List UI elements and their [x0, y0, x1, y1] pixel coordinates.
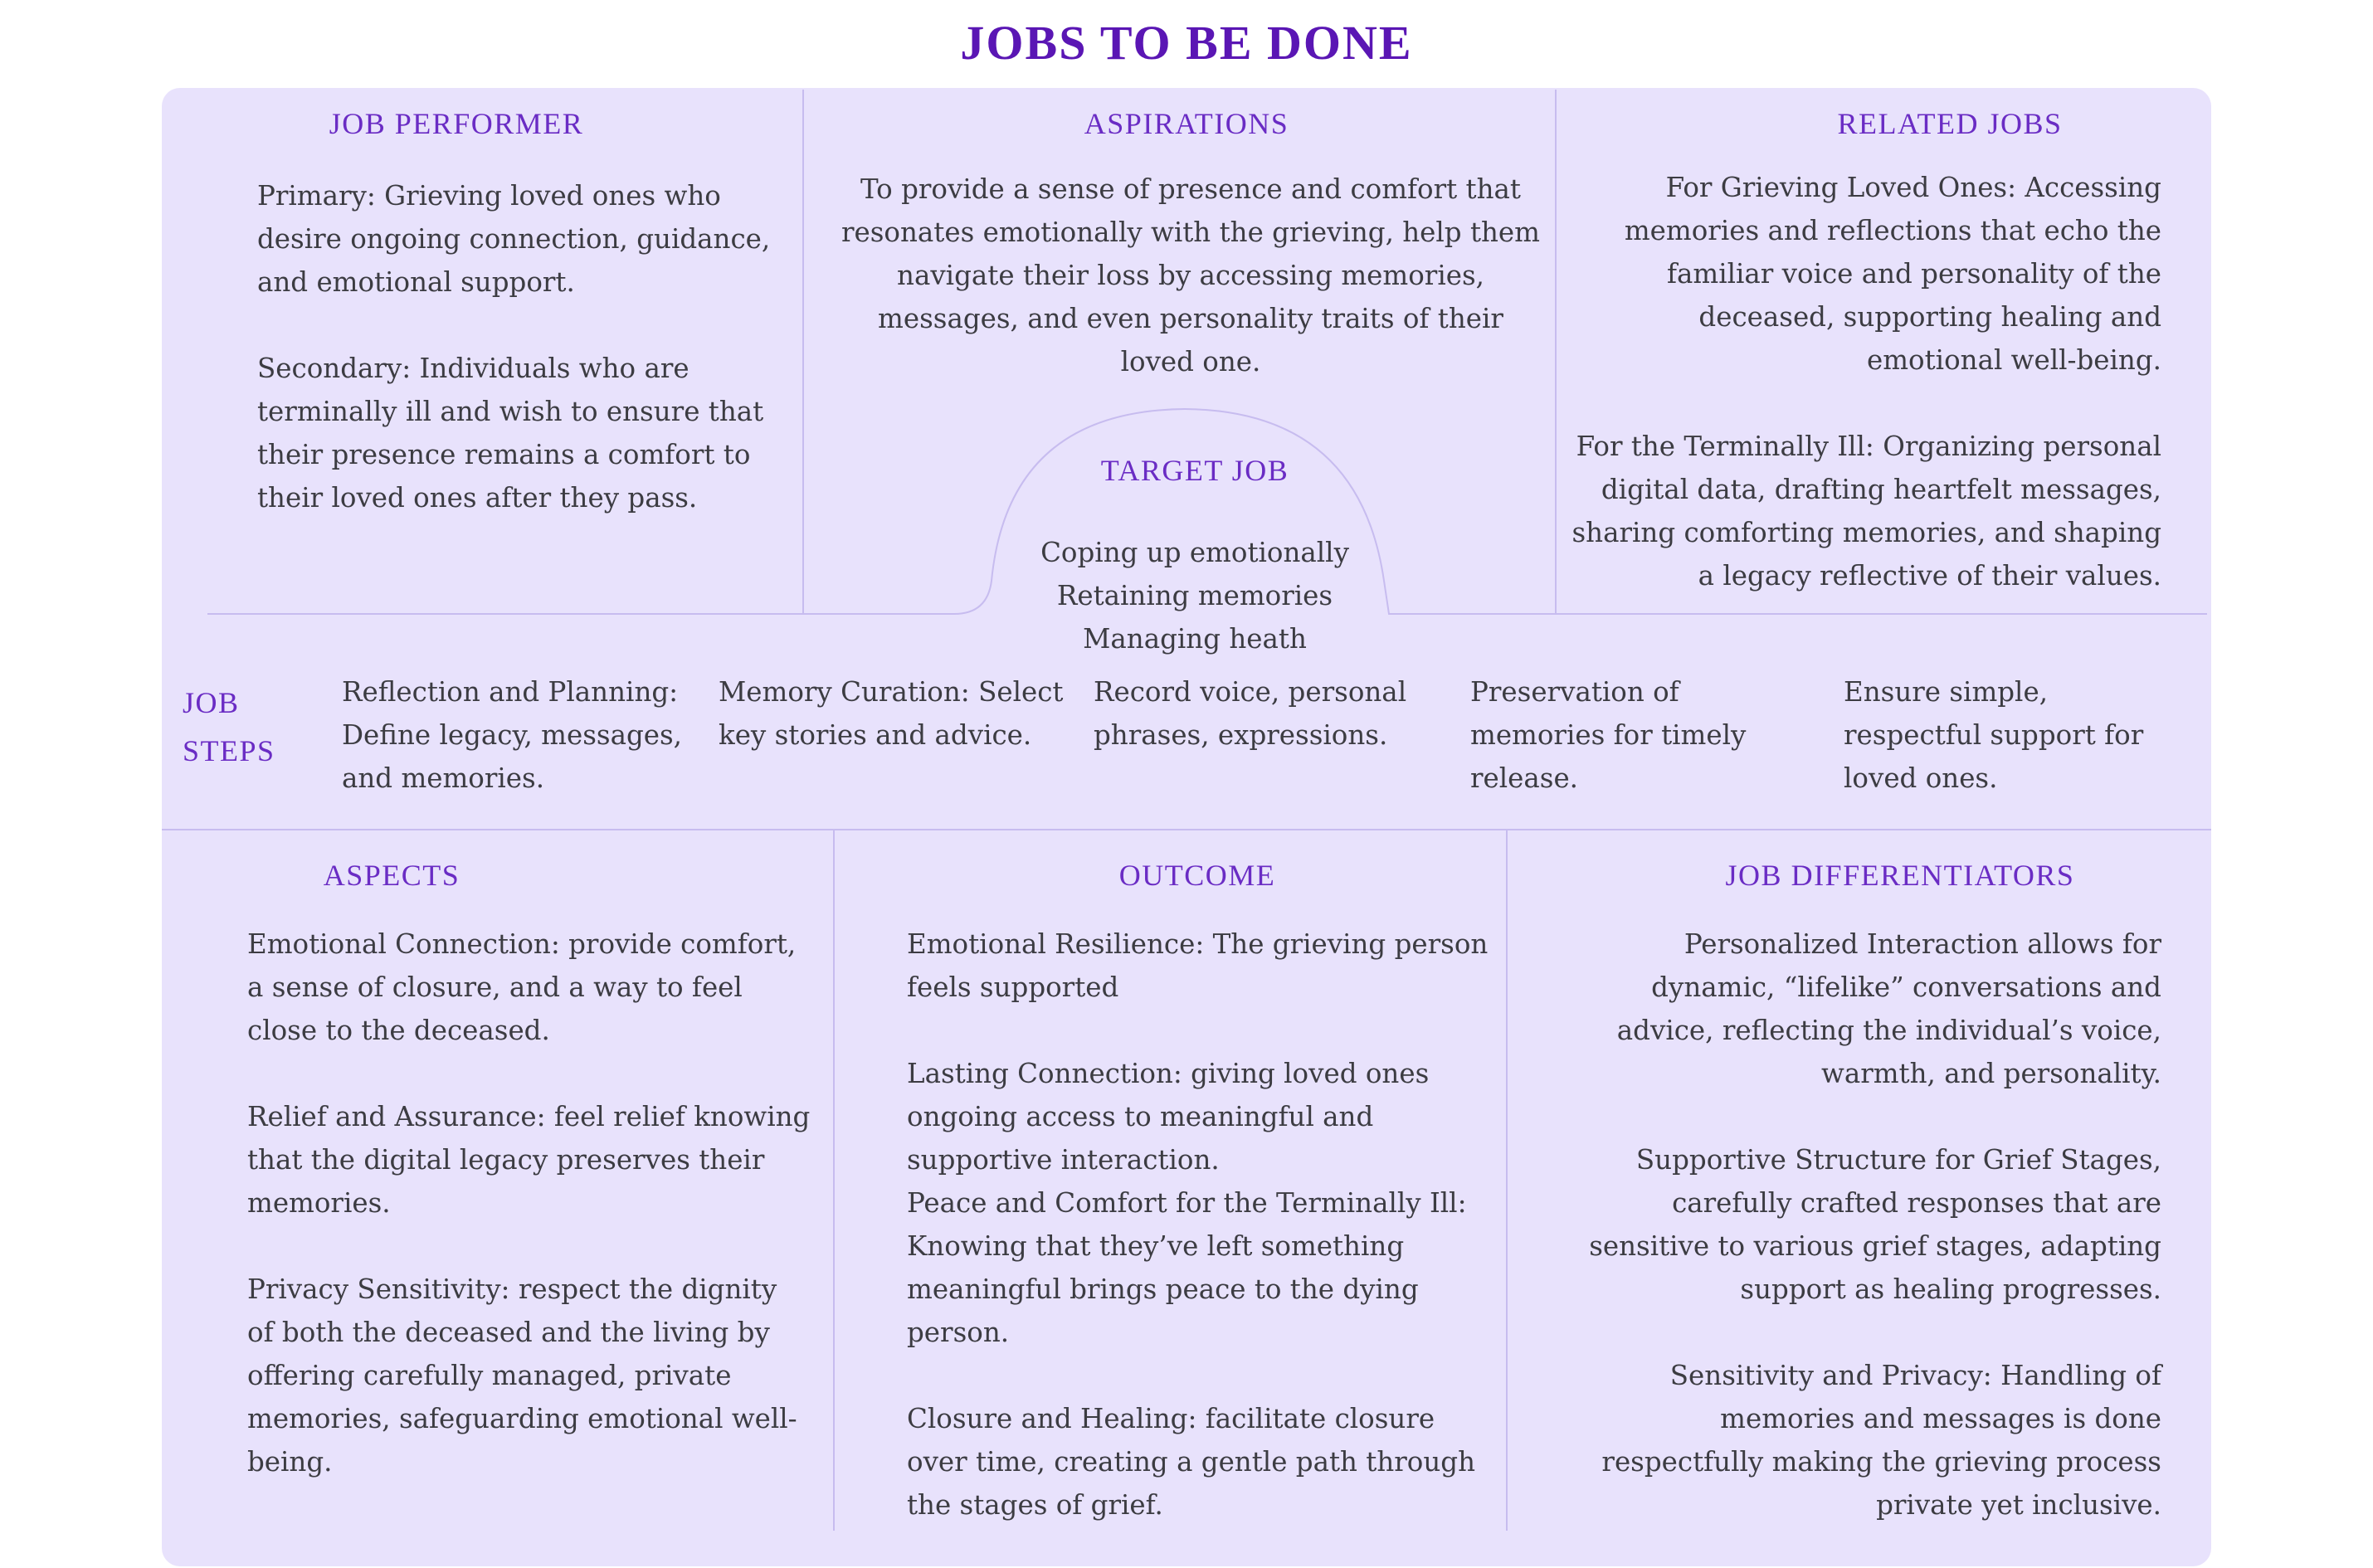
job-performer-title: JOB PERFORMER	[329, 107, 584, 140]
outcome-title: OUTCOME	[1118, 859, 1276, 892]
job-step-1: Reflection and Planning: Define legacy, messages, and memories.	[342, 676, 683, 794]
outcome-peace-comfort: Peace and Comfort for the Terminally Ill: Knowing that they’ve left something meaningful brings peace to the dying person.	[907, 1187, 1467, 1348]
aspects-emotional-connection: Emotional Connection: provide comfort, a sense of closure, and a way to feel close to the deceased.	[247, 928, 797, 1046]
job-step-4: Preservation of memories for timely release.	[1470, 676, 1747, 794]
job-steps-label: JOB STEPS	[183, 686, 275, 767]
aspirations-title: ASPIRATIONS	[1084, 107, 1289, 140]
aspects-relief-assurance: Relief and Assurance: feel relief knowing that the digital legacy preserves their memories.	[247, 1101, 811, 1219]
outcome-lasting-connection: Lasting Connection: giving loved ones ongoing access to meaningful and supportive interaction.	[907, 1058, 1430, 1176]
aspects-text	[247, 923, 811, 1483]
job-step-3: Record voice, personal phrases, expressions.	[1094, 676, 1407, 751]
target-job-item: Retaining memories	[1056, 580, 1333, 611]
target-job-item: Coping up emotionally	[1040, 537, 1349, 568]
job-performer-secondary: Secondary: Individuals who are terminally ill and wish to ensure that their presence remains a comfort to their loved ones after they pass.	[257, 353, 764, 514]
job-differentiators-title: JOB DIFFERENTIATORS	[1725, 859, 2075, 892]
differentiator-sensitivity-privacy: Sensitivity and Privacy: Handling of memories and messages is done respectfully making the grieving process private yet inclusive.	[1601, 1360, 2161, 1521]
differentiator-supportive-structure: Supportive Structure for Grief Stages, carefully crafted responses that are sensitive to various grief stages, adapting support as healing progresses.	[1589, 1144, 2161, 1305]
target-job-item: Managing heath	[1083, 623, 1307, 655]
outcome-closure-healing: Closure and Healing: facilitate closure over time, creating a gentle path through the stages of grief.	[907, 1403, 1476, 1521]
related-jobs-title: RELATED JOBS	[1837, 107, 2063, 140]
target-job-list	[962, 531, 1427, 660]
aspirations-text	[838, 168, 1543, 383]
target-job-title: TARGET JOB	[1100, 454, 1289, 487]
differentiator-personalized-interaction: Personalized Interaction allows for dynamic, “lifelike” conversations and advice, reflecting the individual’s voice, warmth, and personality.	[1616, 928, 2161, 1089]
aspects-title: ASPECTS	[323, 859, 460, 892]
outcome-emotional-resilience: Emotional Resilience: The grieving person feels supported	[907, 928, 1489, 1003]
page-title: JOBS TO BE DONE	[960, 16, 1413, 70]
outcome-text	[907, 923, 1492, 1527]
aspirations-body: To provide a sense of presence and comfort that resonates emotionally with the grieving, help them navigate their loss by accessing memories, messages, and even personality traits of their loved one.	[841, 173, 1540, 377]
job-step-5: Ensure simple, respectful support for loved ones.	[1844, 676, 2144, 794]
aspects-privacy-sensitivity: Privacy Sensitivity: respect the dignity of both the deceased and the living by offering carefully managed, private memories, safeguarding emotional well-being.	[247, 1273, 797, 1478]
job-performer-text	[257, 174, 772, 519]
related-jobs-text	[1560, 166, 2161, 597]
job-step-2: Memory Curation: Select key stories and advice.	[719, 676, 1064, 751]
job-performer-primary: Primary: Grieving loved ones who desire ongoing connection, guidance, and emotional support.	[257, 180, 771, 298]
related-jobs-terminally-ill: For the Terminally Ill: Organizing personal digital data, drafting heartfelt messages, sharing comforting memories, and shaping a legacy reflective of their values.	[1571, 431, 2161, 592]
job-differentiators-text	[1560, 923, 2161, 1527]
related-jobs-grieving: For Grieving Loved Ones: Accessing memories and reflections that echo the familiar voice and personality of the deceased, supporting healing and emotional well-being.	[1624, 172, 2161, 376]
